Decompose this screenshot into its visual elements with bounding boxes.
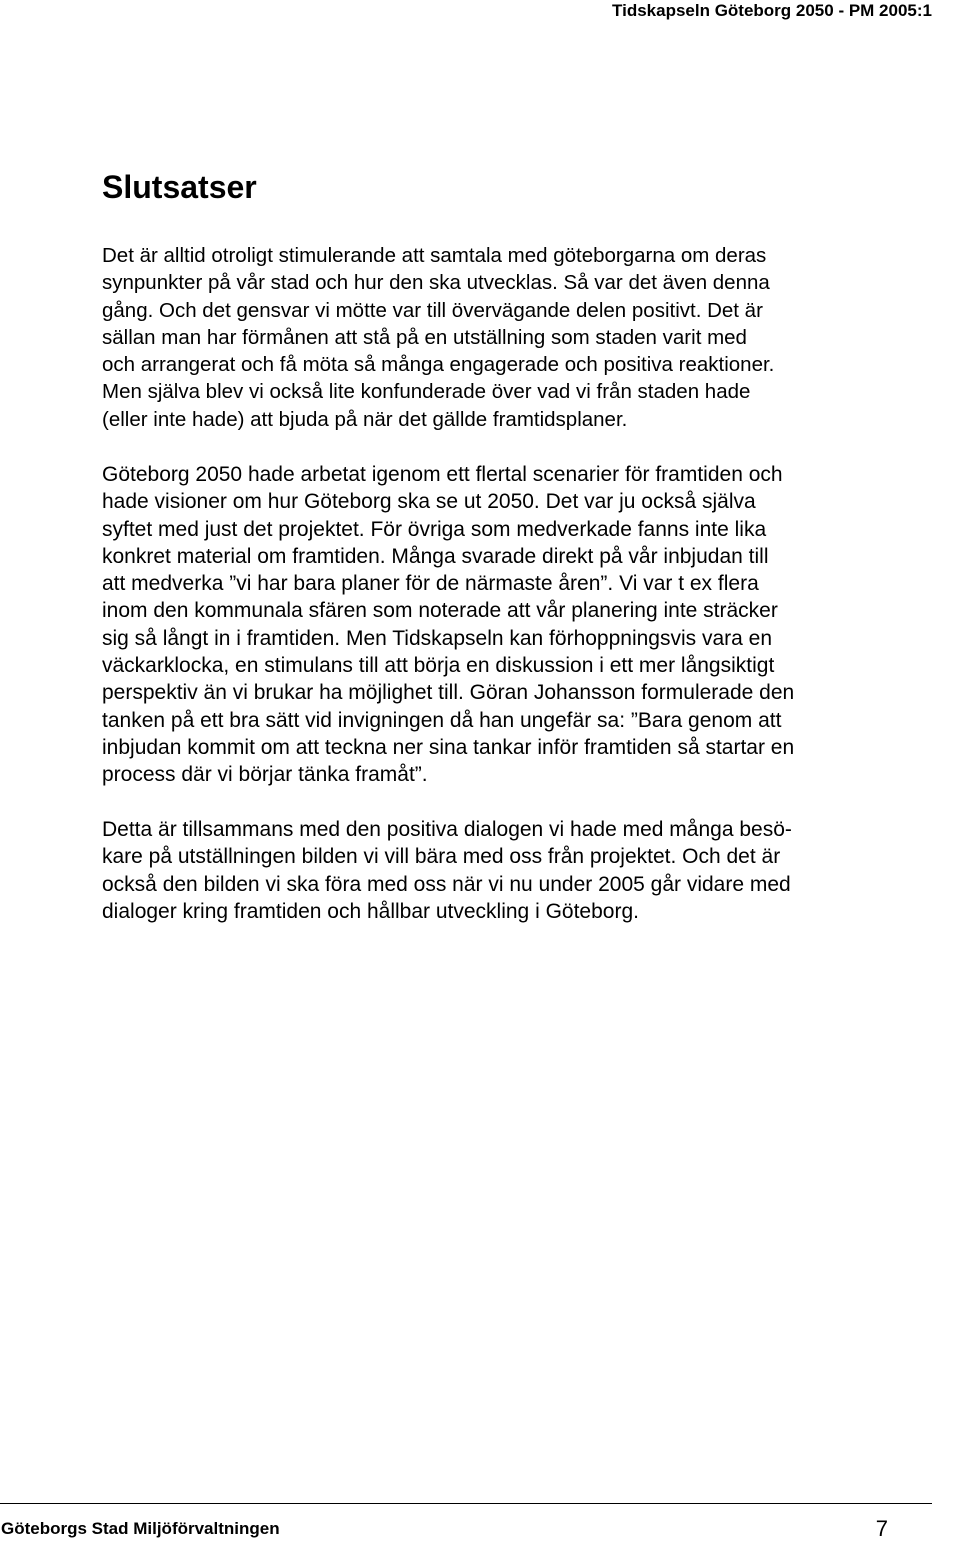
text-line: sällan man har förmånen att stå på en utställning som staden varit med <box>102 325 747 349</box>
text-line: Detta är tillsammans med den positiva dialogen vi hade med många besö- <box>102 818 792 841</box>
paragraph-3 <box>102 816 892 925</box>
text-line: kare på utställningen bilden vi vill bära med oss från projektet. Och det är <box>102 845 781 869</box>
text-line: (eller inte hade) att bjuda på när det gällde framtidsplaner. <box>102 407 628 431</box>
footer-divider <box>0 1503 932 1504</box>
text-line: och arrangerat och få möta så många engagerade och positiva reaktioner. <box>102 353 775 377</box>
text-line: konkret material om framtiden. Många svarade direkt på vår inbjudan till <box>102 544 769 568</box>
text-line: synpunkter på vår stad och hur den ska utvecklas. Så var det även denna <box>102 271 770 295</box>
page-title: Slutsatser <box>102 169 257 205</box>
text-line: Göteborg 2050 hade arbetat igenom ett flertal scenarier för framtiden och <box>102 463 783 486</box>
text-line: process där vi börjar tänka framåt”. <box>102 763 428 787</box>
paragraph-1 <box>102 242 892 433</box>
text-line: inbjudan kommit om att teckna ner sina tankar inför framtiden så startar en <box>102 735 795 759</box>
text-line: gång. Och det gensvar vi mötte var till övervägande delen positivt. Det är <box>102 298 763 322</box>
text-line: tanken på ett bra sätt vid invigningen då han ungefär sa: ”Bara genom att <box>102 708 782 732</box>
text-line: Det är alltid otroligt stimulerande att samtala med göteborgarna om deras <box>102 244 767 267</box>
text-line: hade visioner om hur Göteborg ska se ut 2050. Det var ju också själva <box>102 490 756 514</box>
page-number: 7 <box>875 1516 888 1541</box>
footer-organization: Göteborgs Stad Miljöförvaltningen <box>1 1519 280 1538</box>
text-line: att medverka ”vi har bara planer för de närmaste åren”. Vi var t ex flera <box>102 572 759 596</box>
running-header: Tidskapseln Göteborg 2050 - PM 2005:1 <box>612 1 932 20</box>
text-line: inom den kommunala sfären som noterade att vår planering inte sträcker <box>102 599 778 623</box>
text-line: väckarklocka, en stimulans till att börja en diskussion i ett mer långsiktigt <box>102 654 775 678</box>
text-line: syftet med just det projektet. För övriga som medverkade fanns inte lika <box>102 517 767 541</box>
text-line: perspektiv än vi brukar ha möjlighet till. Göran Johansson formulerade den <box>102 681 795 705</box>
text-line: också den bilden vi ska föra med oss när vi nu under 2005 går vidare med <box>102 872 791 896</box>
text-line: dialoger kring framtiden och hållbar utveckling i Göteborg. <box>102 899 639 923</box>
text-line: sig så långt in i framtiden. Men Tidskapseln kan förhoppningsvis vara en <box>102 626 773 650</box>
paragraph-2 <box>102 461 892 789</box>
text-line: Men själva blev vi också lite konfunderade över vad vi från staden hade <box>102 380 751 404</box>
